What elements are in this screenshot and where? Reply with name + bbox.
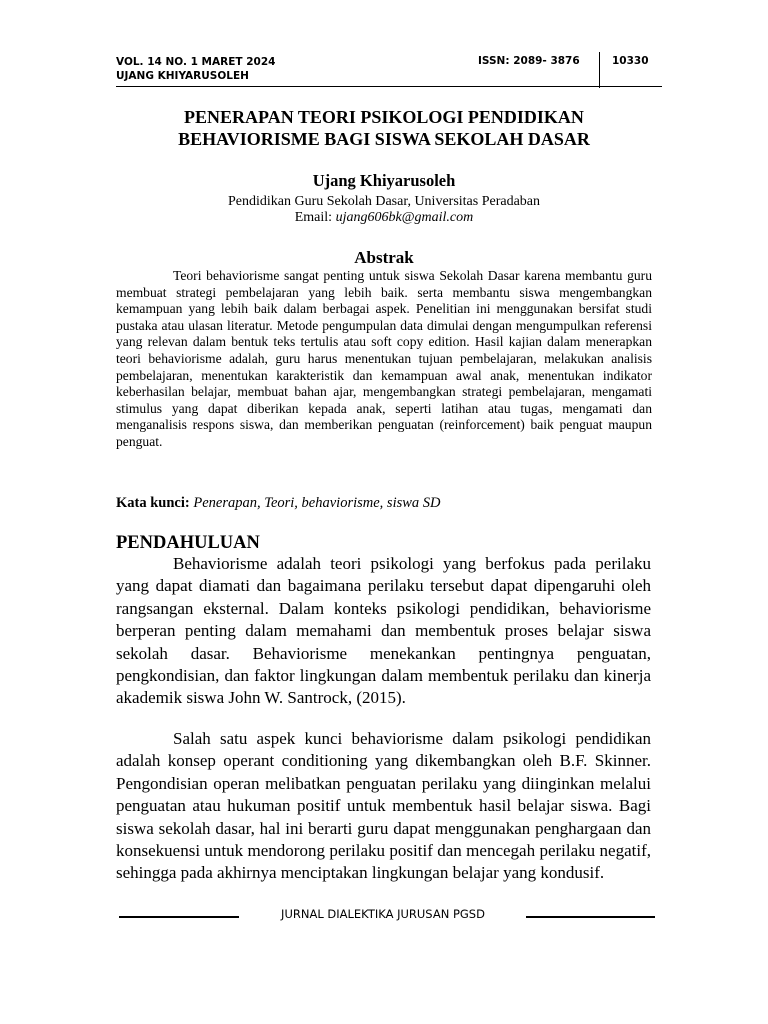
email-line bbox=[116, 210, 652, 226]
keywords-label: Kata kunci: bbox=[116, 495, 190, 511]
keywords bbox=[116, 495, 652, 512]
journal-footer: JURNAL DIALEKTIKA JURUSAN PGSD bbox=[281, 907, 485, 921]
running-header bbox=[116, 55, 275, 83]
keywords-list: Penerapan, Teori, behaviorisme, siswa SD bbox=[189, 495, 441, 511]
abstract-heading: Abstrak bbox=[354, 248, 414, 267]
article-title bbox=[116, 106, 652, 150]
email-label: Email: bbox=[294, 210, 336, 225]
page-number: 10330 bbox=[612, 55, 649, 67]
intro-paragraph-2: Salah satu aspek kunci behaviorisme dalam psikologi pendidikan adalah konsep operant conditioning yang dikembangkan oleh B.F. Skinner. Pengondisian operan melibatkan penguatan perilaku yang diinginkan melalui penguatan atau hukuman positif untuk membentuk hasil belajar siswa. Bagi siswa sekolah dasar, hal ini berarti guru dapat menggunakan penghargaan dan konsekuensi untuk mendorong perilaku positif dan mencegah perilaku negatif, sehingga pada akhirnya menciptakan lingkungan belajar yang kondusif. bbox=[116, 729, 651, 883]
issn: ISSN: 2089- 3876 bbox=[478, 55, 580, 67]
email-address: ujang606bk@gmail.com bbox=[335, 210, 474, 225]
intro-paragraph-1: Behaviorisme adalah teori psikologi yang berfokus pada perilaku yang dapat diamati dan bagaimana perilaku tersebut dapat dipengaruhi oleh rangsangan eksternal. Dalam konteks psikologi pendidikan, behaviorisme berperan penting dalam memahami dan membentuk proses belajar siswa sekolah dasar. Behaviorisme menekankan pentingnya penguatan, pengkondisian, dan faktor lingkungan dalam membentuk perilaku dan kinerja akademik siswa John W. Santrock, (2015). bbox=[116, 554, 651, 708]
header-divider bbox=[116, 86, 662, 87]
title-line-2: BEHAVIORISME BAGI SISWA SEKOLAH DASAR bbox=[178, 129, 590, 149]
header-vertical-divider bbox=[599, 52, 600, 88]
footer-rule-left bbox=[119, 916, 239, 918]
affiliation: Pendidikan Guru Sekolah Dasar, Universitas Peradaban bbox=[227, 194, 541, 209]
header-author: UJANG KHIYARUSOLEH bbox=[116, 70, 249, 82]
footer-rule-right bbox=[526, 916, 655, 918]
volume-info: VOL. 14 NO. 1 MARET 2024 bbox=[116, 56, 276, 68]
abstract-text: Teori behaviorisme sangat penting untuk siswa Sekolah Dasar karena membantu guru membuat strategi pembelajaran yang lebih baik. serta membantu siswa mengembangkan kemampuan yang lebih baik dalam berbagai aspek. Penelitian ini menggunakan bersifat studi pustaka atau ulasan literatur. Metode pengumpulan data dimulai dengan mengumpulkan referensi yang relevan dalam bentuk teks tertulis atau soft copy edition. Hasil kajian dalam menerapkan teori behaviorisme adalah, guru harus menentukan tujuan pembelajaran, melakukan analisis pembelajaran, menentukan karakteristik dan kemampuan awal anak, menentukan indikator keberhasilan belajar, membuat bahan ajar, mengembangkan strategi pembelajaran, mengamati stimulus yang dapat diberikan kepada anak, seperti latihan atau tugas, mengamati dan menganalisis respons siswa, dan memberikan penguatan (reinforcement) baik penguat maupun penguat. bbox=[116, 268, 652, 449]
section-heading: PENDAHULUAN bbox=[116, 533, 260, 553]
author-name: Ujang Khiyarusoleh bbox=[312, 171, 456, 190]
title-line-1: PENERAPAN TEORI PSIKOLOGI PENDIDIKAN bbox=[184, 107, 584, 127]
